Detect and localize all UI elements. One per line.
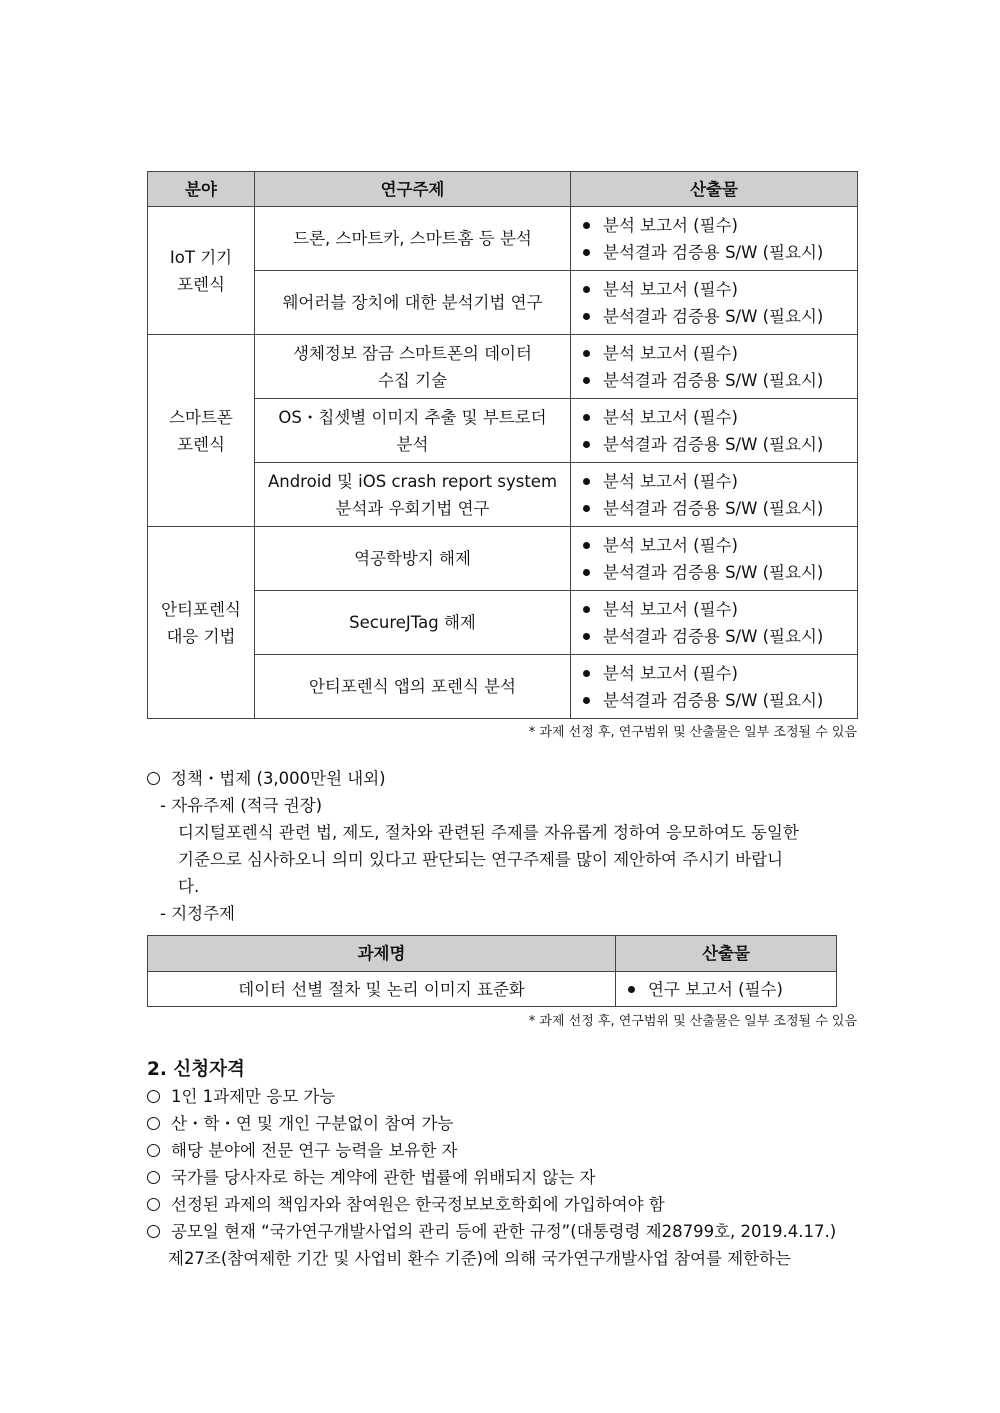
bullet-icon bbox=[583, 505, 590, 512]
table-header-row bbox=[148, 172, 858, 207]
topic-line: Android 및 iOS crash report system bbox=[267, 471, 558, 491]
header-field: 분야 bbox=[148, 172, 255, 207]
list-item bbox=[147, 1164, 596, 1188]
field-line: 포렌식 bbox=[177, 274, 225, 294]
circle-bullet-icon bbox=[147, 1117, 160, 1130]
table-row bbox=[148, 463, 858, 527]
output-item bbox=[583, 212, 857, 239]
output-cell bbox=[571, 335, 858, 399]
output-cell bbox=[571, 655, 858, 719]
list-item bbox=[147, 1110, 453, 1134]
circle-bullet-icon bbox=[147, 1198, 160, 1211]
table-row bbox=[148, 972, 837, 1007]
table-row bbox=[148, 655, 858, 719]
bullet-icon bbox=[583, 542, 590, 549]
output-text: 분석 보고서 (필수) bbox=[603, 599, 738, 619]
circle-bullet-icon bbox=[147, 1171, 160, 1184]
bullet-icon bbox=[583, 222, 590, 229]
description-line: 디지털포렌식 관련 법, 제도, 절차와 관련된 주제를 자유롭게 정하여 응모하여도 동일한 bbox=[178, 823, 799, 842]
topic-cell bbox=[255, 591, 571, 655]
output-cell bbox=[571, 271, 858, 335]
bullet-icon bbox=[583, 313, 590, 320]
field-cell-antiforensic bbox=[148, 527, 255, 719]
output-item bbox=[583, 660, 857, 687]
description-line: 기준으로 심사하오니 의미 있다고 판단되는 연구주제를 많이 제안하여 주시기 바랍니 bbox=[178, 850, 784, 869]
output-item bbox=[583, 532, 857, 559]
output-text: 분석 보고서 (필수) bbox=[603, 407, 738, 427]
policy-title-text: 정책・법제 (3,000만원 내외) bbox=[171, 769, 386, 788]
output-text: 분석결과 검증용 S/W (필요시) bbox=[603, 306, 824, 326]
table-header-row bbox=[148, 936, 837, 972]
output-cell bbox=[571, 207, 858, 271]
topic-cell bbox=[255, 527, 571, 591]
topic-cell bbox=[255, 399, 571, 463]
table-row bbox=[148, 335, 858, 399]
output-item bbox=[583, 303, 857, 330]
table-row bbox=[148, 399, 858, 463]
circle-bullet-icon bbox=[147, 1144, 160, 1157]
bullet-icon bbox=[583, 414, 590, 421]
output-text: 분석 보고서 (필수) bbox=[603, 471, 738, 491]
policy-title bbox=[147, 765, 386, 789]
output-text: 분석 보고서 (필수) bbox=[603, 215, 738, 235]
output-text: 분석결과 검증용 S/W (필요시) bbox=[603, 562, 824, 582]
output-item bbox=[583, 495, 857, 522]
field-line: 스마트폰 bbox=[169, 407, 233, 427]
topic-line: 드론, 스마트카, 스마트홈 등 분석 bbox=[293, 229, 532, 248]
topic-line: 분석과 우회기법 연구 bbox=[335, 498, 490, 518]
topic-line: OS・칩셋별 이미지 추출 및 부트로더 bbox=[278, 407, 547, 427]
bullet-icon bbox=[583, 670, 590, 677]
bullet-icon bbox=[628, 986, 635, 993]
field-cell-iot bbox=[148, 207, 255, 335]
table1-footnote: * 과제 선정 후, 연구범위 및 산출물은 일부 조정될 수 있음 bbox=[528, 725, 857, 740]
designated-topic-label: - 지정주제 bbox=[160, 904, 235, 923]
circle-bullet-icon bbox=[147, 1090, 160, 1103]
research-topics-table bbox=[147, 171, 858, 719]
bullet-icon bbox=[583, 697, 590, 704]
field-line: 안티포렌식 bbox=[161, 599, 241, 619]
list-item-text: 선정된 과제의 책임자와 참여원은 한국정보보호학회에 가입하여야 함 bbox=[171, 1195, 665, 1214]
list-item-continuation: 제27조(참여제한 기간 및 사업비 환수 기준)에 의해 국가연구개발사업 참여를 제한하는 bbox=[168, 1249, 791, 1268]
list-item-text: 산・학・연 및 개인 구분없이 참여 가능 bbox=[171, 1114, 454, 1133]
field-line: 포렌식 bbox=[177, 434, 225, 454]
list-item-text: 공모일 현재 “국가연구개발사업의 관리 등에 관한 규정”(대통령령 제28799호, 2019.4.17.) bbox=[171, 1222, 837, 1241]
output-text: 분석 보고서 (필수) bbox=[603, 535, 738, 555]
output-item bbox=[583, 239, 857, 266]
output-text: 분석결과 검증용 S/W (필요시) bbox=[603, 370, 824, 390]
topic-cell bbox=[255, 207, 571, 271]
output-item bbox=[583, 404, 857, 431]
topic-line: 분석 bbox=[396, 434, 429, 454]
circle-bullet-icon bbox=[147, 772, 160, 785]
topic-line: SecureJTag 해제 bbox=[349, 613, 476, 632]
bullet-icon bbox=[583, 377, 590, 384]
table-row bbox=[148, 207, 858, 271]
output-item bbox=[583, 559, 857, 586]
output-text: 분석 보고서 (필수) bbox=[603, 343, 738, 363]
bullet-icon bbox=[583, 249, 590, 256]
output-cell bbox=[571, 463, 858, 527]
output-item bbox=[583, 468, 857, 495]
task-name-cell: 데이터 선별 절차 및 논리 이미지 표준화 bbox=[148, 972, 616, 1007]
output-cell bbox=[571, 527, 858, 591]
section-heading: 2. 신청자격 bbox=[147, 1059, 245, 1080]
output-cell bbox=[571, 591, 858, 655]
field-cell-smartphone bbox=[148, 335, 255, 527]
output-item bbox=[583, 276, 857, 303]
topic-line: 안티포렌식 앱의 포렌식 분석 bbox=[308, 677, 516, 696]
topic-cell bbox=[255, 463, 571, 527]
output-item bbox=[583, 596, 857, 623]
list-item bbox=[147, 1137, 458, 1161]
list-item bbox=[147, 1191, 665, 1215]
output-text: 분석결과 검증용 S/W (필요시) bbox=[603, 626, 824, 646]
list-item bbox=[147, 1083, 335, 1107]
designated-topics-table bbox=[147, 935, 837, 1007]
table-row bbox=[148, 591, 858, 655]
topic-line: 생체정보 잠금 스마트폰의 데이터 bbox=[293, 343, 532, 363]
topic-cell bbox=[255, 335, 571, 399]
circle-bullet-icon bbox=[147, 1225, 160, 1238]
output-item bbox=[583, 367, 857, 394]
free-topic-description bbox=[178, 819, 857, 900]
output-cell bbox=[571, 399, 858, 463]
description-line: 다. bbox=[178, 877, 200, 896]
output-item bbox=[583, 340, 857, 367]
bullet-icon bbox=[583, 350, 590, 357]
topic-cell bbox=[255, 655, 571, 719]
output-item bbox=[583, 431, 857, 458]
output-text: 분석결과 검증용 S/W (필요시) bbox=[603, 434, 824, 454]
header-task-name: 과제명 bbox=[148, 936, 616, 972]
list-item-text: 해당 분야에 전문 연구 능력을 보유한 자 bbox=[171, 1141, 458, 1160]
bullet-icon bbox=[583, 606, 590, 613]
topic-line: 역공학방지 해제 bbox=[354, 549, 471, 568]
output-text: 분석결과 검증용 S/W (필요시) bbox=[603, 690, 824, 710]
list-item-text: 국가를 당사자로 하는 계약에 관한 법률에 위배되지 않는 자 bbox=[171, 1168, 596, 1187]
topic-line: 수집 기술 bbox=[377, 370, 447, 390]
header-output: 산출물 bbox=[616, 936, 837, 972]
output-text: 분석 보고서 (필수) bbox=[603, 663, 738, 683]
list-item bbox=[147, 1218, 836, 1242]
output-item bbox=[628, 976, 836, 1003]
list-item-text: 1인 1과제만 응모 가능 bbox=[171, 1087, 336, 1106]
header-topic: 연구주제 bbox=[255, 172, 571, 207]
header-output: 산출물 bbox=[571, 172, 858, 207]
output-text: 분석결과 검증용 S/W (필요시) bbox=[603, 242, 824, 262]
field-line: 대응 기법 bbox=[166, 626, 236, 646]
bullet-icon bbox=[583, 633, 590, 640]
output-item bbox=[583, 687, 857, 714]
bullet-icon bbox=[583, 569, 590, 576]
output-text: 분석결과 검증용 S/W (필요시) bbox=[603, 498, 824, 518]
topic-line: 웨어러블 장치에 대한 분석기법 연구 bbox=[282, 293, 543, 312]
free-topic-label: - 자유주제 (적극 권장) bbox=[160, 796, 323, 815]
output-text: 연구 보고서 (필수) bbox=[648, 979, 783, 999]
table-row bbox=[148, 271, 858, 335]
field-line: IoT 기기 bbox=[169, 247, 233, 267]
bullet-icon bbox=[583, 286, 590, 293]
table2-footnote: * 과제 선정 후, 연구범위 및 산출물은 일부 조정될 수 있음 bbox=[528, 1014, 857, 1029]
output-item bbox=[583, 623, 857, 650]
output-cell bbox=[616, 972, 837, 1007]
bullet-icon bbox=[583, 441, 590, 448]
output-text: 분석 보고서 (필수) bbox=[603, 279, 738, 299]
topic-cell bbox=[255, 271, 571, 335]
table-row bbox=[148, 527, 858, 591]
bullet-icon bbox=[583, 478, 590, 485]
